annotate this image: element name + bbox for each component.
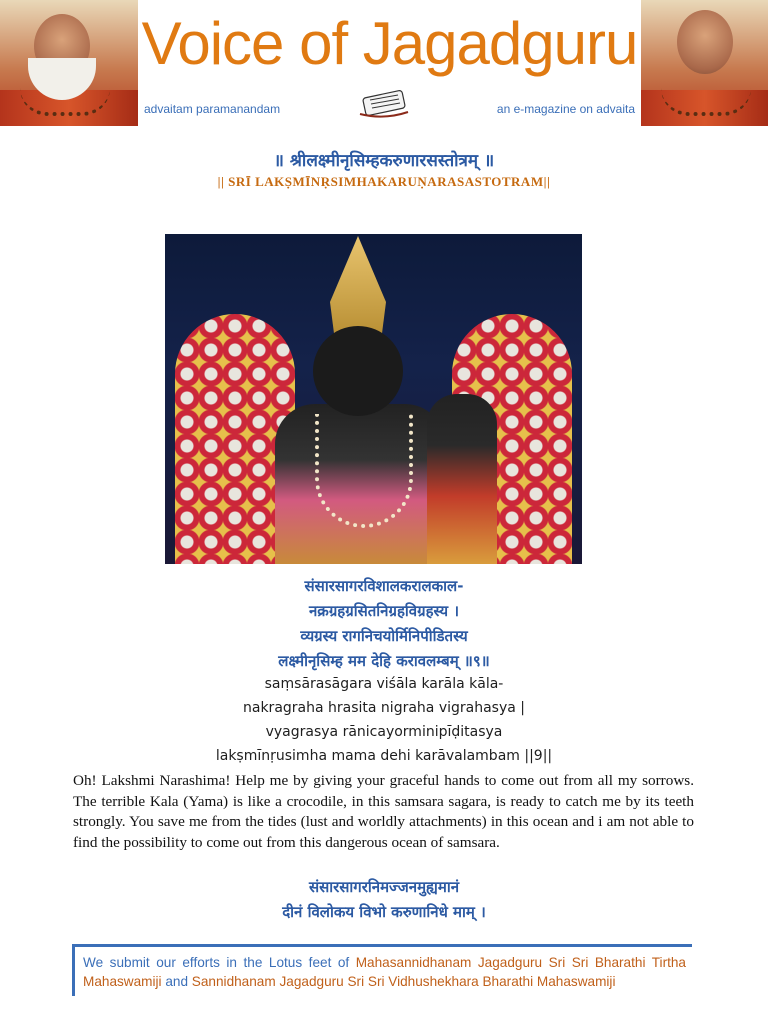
dedication-text bbox=[83, 953, 686, 991]
verse-roman-line: vyagrasya rānicayorminipīḍitasya bbox=[265, 724, 503, 740]
verse-meaning-paragraph: Oh! Lakshmi Narashima! Help me by giving your graceful hands to come out from all my sorrows. The terrible Kala (Yama) is like a crocodile, in this samsara sagara, is ready to catch me by its teeth strongly. You save me from the tides (lust and worldly attachments) in this ocean and i am not able to find the possibility to come out from this dangerous ocean of samsara. bbox=[73, 772, 694, 851]
verse-devanagari-line: संसारसागरनिमज्जनमुह्यमानं bbox=[308, 878, 460, 896]
dedication-part: We submit our efforts in the Lotus feet of bbox=[83, 955, 356, 970]
left-portrait-image bbox=[0, 0, 138, 126]
verse-roman-line: saṃsārasāgara viśāla karāla kāla- bbox=[264, 676, 504, 692]
verse-roman-line: nakragraha hrasita nigraha vigrahasya | bbox=[243, 700, 525, 716]
stotram-title-roman: || SRĪ LAKṢMĪNṚSIMHAKARUṆARASASTOTRAM|| bbox=[217, 174, 551, 189]
verse-devanagari-line: व्यग्रस्य रागनिचयोर्मिनिपीडितस्य bbox=[300, 627, 468, 645]
verse-devanagari-line: संसारसागरविशालकरालकाल- bbox=[304, 577, 464, 595]
deity-face bbox=[313, 326, 403, 416]
scroll-logo-icon bbox=[356, 88, 412, 118]
stotram-title-devanagari: ॥ श्रीलक्ष्मीनृसिम्हकरुणारसस्तोत्रम् ॥ bbox=[273, 151, 495, 171]
right-portrait-image bbox=[641, 0, 768, 126]
tagline-left: advaitam paramanandam bbox=[144, 102, 281, 116]
portrait-mala bbox=[661, 88, 751, 116]
dedication-name: Mahasannidhanam Jagadguru Sri Sri Bharathi Tirtha Mahaswamiji bbox=[83, 955, 686, 989]
title-banner bbox=[138, 0, 641, 126]
deity-photo bbox=[165, 234, 582, 564]
verse-devanagari-line: नक्रग्रहग्रसितनिग्रहविग्रहस्य । bbox=[308, 602, 460, 620]
verse-devanagari-line: दीनं विलोकय विभो करुणानिधे माम् । bbox=[282, 903, 486, 921]
dedication-name: Sannidhanam Jagadguru Sri Sri Vidhushekhara Bharathi Mahaswamiji bbox=[191, 974, 616, 989]
dedication-part: and bbox=[161, 974, 192, 989]
verse-devanagari-line: लक्ष्मीनृसिम्ह मम देहि करावलम्बम् ॥९॥ bbox=[278, 652, 490, 670]
tagline-right: an e-magazine on advaita bbox=[496, 102, 635, 116]
magazine-header bbox=[0, 0, 768, 126]
portrait-face bbox=[677, 10, 733, 74]
portrait-mala bbox=[20, 88, 110, 116]
magazine-title: Voice of Jagadguru bbox=[141, 10, 638, 77]
dedication-footer bbox=[72, 944, 692, 996]
devi-figure bbox=[427, 394, 497, 564]
verse-roman-line: lakṣmīnṛusimha mama dehi karāvalambam ||9|| bbox=[215, 748, 553, 764]
pearl-garland bbox=[315, 414, 413, 528]
